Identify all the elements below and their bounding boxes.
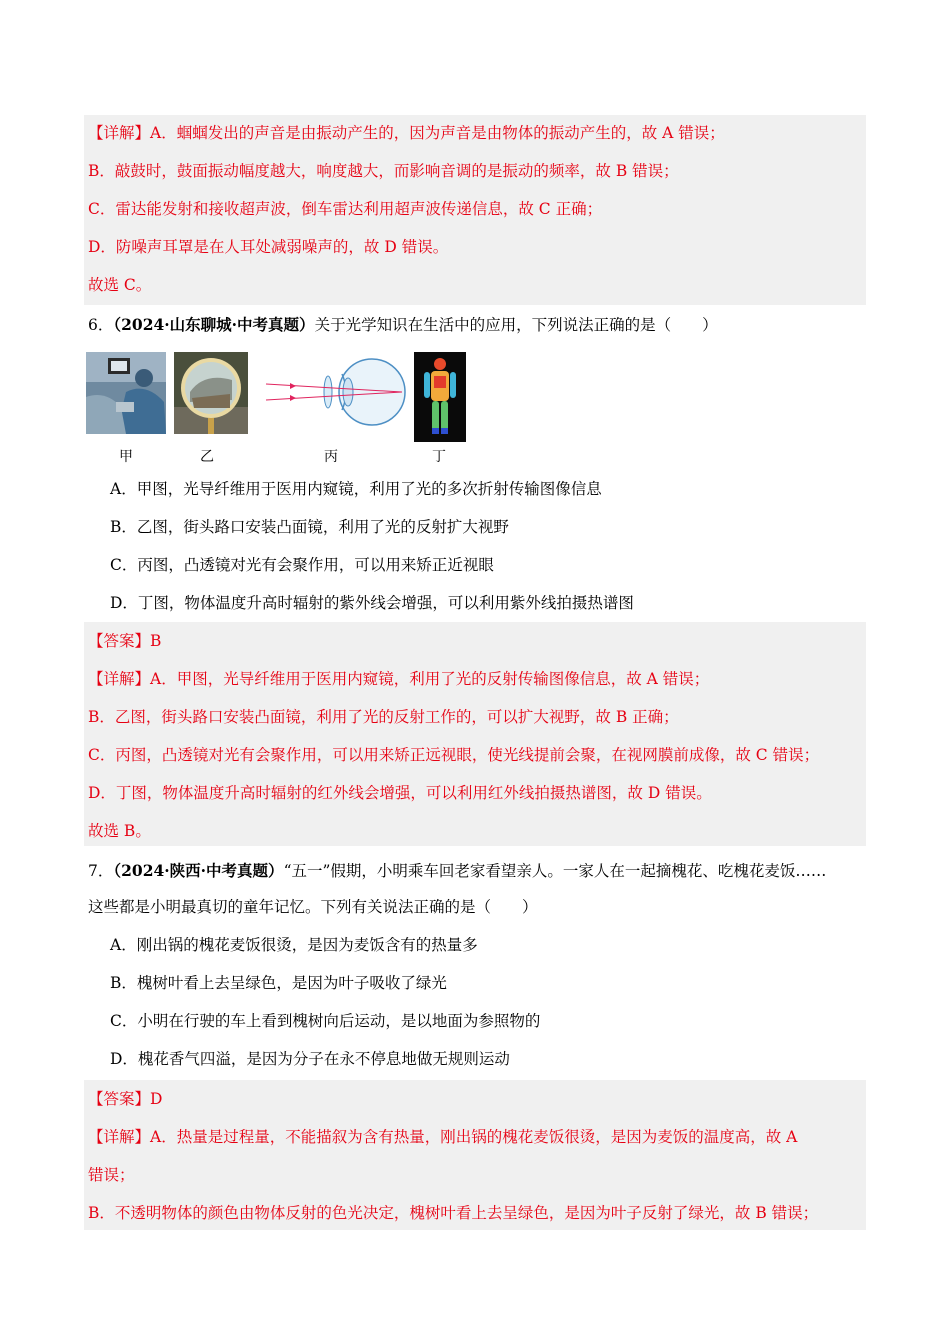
q6-answer-value: B [150,632,162,650]
q5-conclusion: 故选 C。 [88,276,152,294]
detail-tag: 【详解】 [88,670,151,688]
q6-stem [88,314,718,336]
endoscope-photo [86,352,166,434]
figure-label-bing: 丙 [324,449,338,465]
q6-option-b: B．乙图，街头路口安装凸面镜，利用了光的反射扩大视野 [110,518,509,536]
q6-answer-box [84,622,866,846]
figure-label-yi: 乙 [200,449,214,465]
q5-detail-line-1: 【详解】A．蝈蝈发出的声音是由振动产生的，因为声音是由物体的振动产生的，故 A 错误； [88,124,725,142]
q5-detail-line-2: B．敲鼓时，鼓面振动幅度越大，响度越大，而影响音调的是振动的频率，故 B 错误； [88,162,679,180]
q6-stem-text: 关于光学知识在生活中的应用，下列说法正确的是（ ） [314,316,718,334]
q7-stem-line-1 [88,860,826,882]
q7-detail-line-3: B．不透明物体的颜色由物体反射的色光决定，槐树叶看上去呈绿色，是因为叶子反射了绿光，故 B 错误； [88,1204,819,1222]
q7-stem-text: “五一”假期，小明乘车回老家看望亲人。一家人在一起摘槐花、吃槐花麦饭…… [283,862,827,880]
q6-option-d: D．丁图，物体温度升高时辐射的紫外线会增强，可以利用紫外线拍摄热谱图 [110,594,634,612]
q7-option-b: B．槐树叶看上去呈绿色，是因为叶子吸收了绿光 [110,974,447,992]
detail-tag: 【详解】 [88,124,151,142]
figure-label-ding: 丁 [432,449,446,465]
q5-detail-line-3: C．雷达能发射和接收超声波，倒车雷达利用超声波传递信息，故 C 正确； [88,200,603,218]
answer-tag: 【答案】 [88,632,151,650]
q5-detail-line-4: D．防噪声耳罩是在人耳处减弱噪声的，故 D 错误。 [88,238,449,256]
q7-detail-line-2: 错误； [88,1166,135,1184]
q7-option-d: D．槐花香气四溢，是因为分子在永不停息地做无规则运动 [110,1050,510,1068]
q6-conclusion: 故选 B。 [88,822,151,840]
eye-lens-diagram [262,352,422,434]
q7-source: （2024·陕西·中考真题） [113,861,284,880]
answer-tag: 【答案】 [88,1090,151,1108]
convex-mirror-photo [174,352,248,434]
q6-detail-line-4: D．丁图，物体温度升高时辐射的红外线会增强，可以利用红外线拍摄热谱图，故 D 错误。 [88,784,712,802]
q7-detail-line-1: 【详解】A．热量是过程量，不能描叙为含有热量，刚出锅的槐花麦饭很烫，是因为麦饭的温度高，故 A [88,1128,798,1146]
q7-answer [88,1088,162,1110]
q6-detail-line-2: B．乙图，街头路口安装凸面镜，利用了光的反射工作的，可以扩大视野，故 B 正确； [88,708,679,726]
q7-option-a: A．刚出锅的槐花麦饭很烫，是因为麦饭含有的热量多 [110,936,478,954]
figure-label-jia: 甲 [119,449,133,465]
q6-detail-line-1: 【详解】A．甲图，光导纤维用于医用内窥镜，利用了光的反射传输图像信息，故 A 错误； [88,670,710,688]
q7-answer-value: D [150,1090,163,1108]
q7-stem-line-2: 这些都是小明最真切的童年记忆。下列有关说法正确的是（ ） [88,898,538,916]
q6-source: （2024·山东聊城·中考真题） [113,315,315,334]
q6-answer [88,630,161,652]
q7-option-c: C．小明在行驶的车上看到槐树向后运动，是以地面为参照物的 [110,1012,541,1030]
detail-tag: 【详解】 [88,1128,151,1146]
q6-option-a: A．甲图，光导纤维用于医用内窥镜，利用了光的多次折射传输图像信息 [110,480,602,498]
q6-option-c: C．丙图，凸透镜对光有会聚作用，可以用来矫正近视眼 [110,556,494,574]
q6-number: 6． [88,316,114,334]
q6-figures [86,352,486,467]
q7-number: 7． [88,862,114,880]
q6-detail-line-3: C．丙图，凸透镜对光有会聚作用，可以用来矫正远视眼，使光线提前会聚，在视网膜前成像，故 C 错误； [88,746,820,764]
thermogram-image [414,352,466,442]
